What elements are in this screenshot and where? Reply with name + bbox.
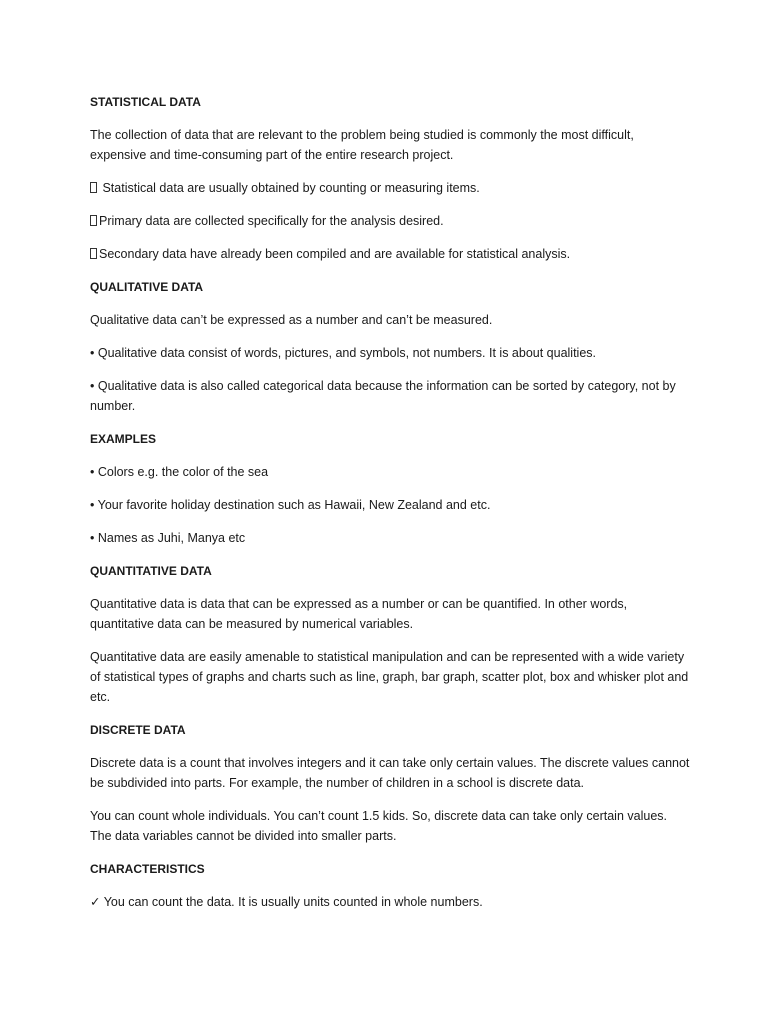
bullet-item: • Your favorite holiday destination such as Hawaii, New Zealand and etc. xyxy=(90,498,491,512)
check-item: ✓ You can count the data. It is usually units counted in whole numbers. xyxy=(90,895,483,909)
document-page xyxy=(90,92,690,925)
paragraph: Quantitative data is data that can be expressed as a number or can be quantified. In other words, quantitative data can be measured by numerical variables. xyxy=(90,597,628,631)
box-bullet-item xyxy=(90,178,690,198)
paragraph: Discrete data is a count that involves integers and it can take only certain values. The discrete values cannot be subdivided into parts. For example, the number of children in a school is discrete data. xyxy=(90,756,690,790)
bullet-item: • Colors e.g. the color of the sea xyxy=(90,465,269,479)
bullet-item: • Names as Juhi, Manya etc xyxy=(90,531,246,545)
bullet-item: • Qualitative data consist of words, pictures, and symbols, not numbers. It is about qualities. xyxy=(90,346,597,360)
bullet-text: Primary data are collected specifically for the analysis desired. xyxy=(99,214,444,228)
paragraph: Qualitative data can’t be expressed as a number and can’t be measured. xyxy=(90,313,493,327)
missing-glyph-icon xyxy=(90,248,97,259)
heading-characteristics: CHARACTERISTICS xyxy=(90,862,205,876)
missing-glyph-icon xyxy=(90,182,97,193)
heading-statistical-data: STATISTICAL DATA xyxy=(90,95,201,109)
paragraph: The collection of data that are relevant to the problem being studied is commonly the most difficult, expensive and time-consuming part of the entire research project. xyxy=(90,128,634,162)
heading-discrete-data: DISCRETE DATA xyxy=(90,723,186,737)
missing-glyph-icon xyxy=(90,215,97,226)
paragraph: You can count whole individuals. You can’t count 1.5 kids. So, discrete data can take only certain values. The data variables cannot be divided into smaller parts. xyxy=(90,809,667,843)
paragraph: Quantitative data are easily amenable to statistical manipulation and can be represented with a wide variety of statistical types of graphs and charts such as line, graph, bar graph, scatter plot, box and whisker plot and etc. xyxy=(90,650,689,704)
bullet-text: Statistical data are usually obtained by counting or measuring items. xyxy=(99,181,480,195)
box-bullet-item xyxy=(90,244,690,264)
bullet-item: • Qualitative data is also called categorical data because the information can be sorted by category, not by number. xyxy=(90,379,676,413)
bullet-text: Secondary data have already been compiled and are available for statistical analysis. xyxy=(99,247,571,261)
box-bullet-item xyxy=(90,211,690,231)
heading-qualitative-data: QUALITATIVE DATA xyxy=(90,280,204,294)
heading-examples: EXAMPLES xyxy=(90,432,157,446)
heading-quantitative-data: QUANTITATIVE DATA xyxy=(90,564,212,578)
